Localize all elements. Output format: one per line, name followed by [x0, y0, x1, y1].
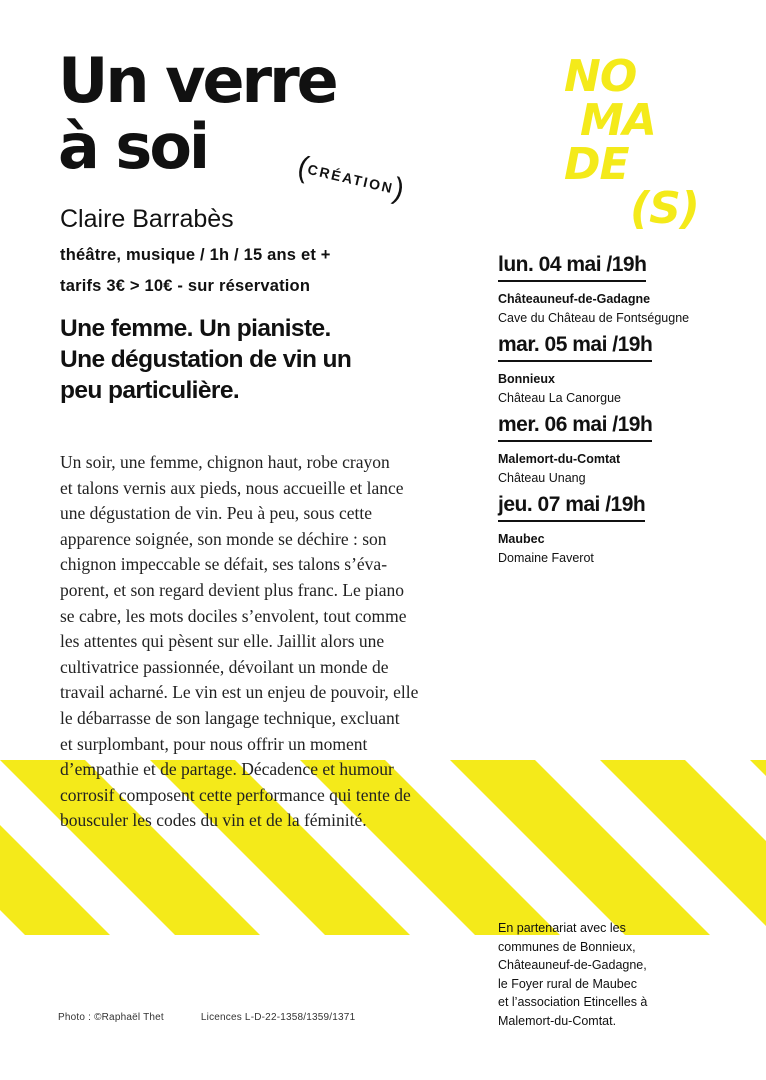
- date-entry: [498, 332, 728, 412]
- tagline-line-3: peu particulière.: [60, 377, 240, 404]
- photo-credit: Photo : ©Raphaël Thet: [58, 1012, 164, 1023]
- nomades-logo: [560, 51, 750, 234]
- show-title: [58, 44, 336, 183]
- date-heading: mar. 05 mai /19h: [498, 332, 652, 362]
- date-entry: [498, 412, 728, 492]
- date-town: Malemort-du-Comtat: [498, 452, 621, 466]
- date-venue: Château Unang: [498, 471, 586, 485]
- logo-line-3: DE: [564, 139, 629, 190]
- tagline: [60, 313, 440, 406]
- description-line: et surplombant, pour nous offrir un moment: [60, 733, 368, 754]
- date-entry: [498, 252, 728, 332]
- logo-line-1: NO: [564, 51, 637, 102]
- partner-line: et l’association Etincelles à: [498, 995, 648, 1009]
- description-line: le débarrasse de son langage technique, excluant: [60, 707, 400, 728]
- open-paren-icon: (: [294, 150, 312, 185]
- tagline-line-1: Une femme. Un pianiste.: [60, 315, 331, 342]
- description-line: une dégustation de vin. Peu à peu, sous cette: [60, 503, 373, 524]
- description-line: cultivatrice passionnée, dévoilant un monde de: [60, 656, 389, 677]
- date-venue: Château La Canorgue: [498, 391, 622, 405]
- date-heading: mer. 06 mai /19h: [498, 412, 652, 442]
- description-line: corrosif composent cette performance qui tente de: [60, 784, 411, 805]
- info-genre-duration: théâtre, musique / 1h / 15 ans et +: [60, 246, 331, 264]
- partner-line: Châteauneuf-de-Gadagne,: [498, 958, 647, 972]
- date-town: Bonnieux: [498, 372, 555, 386]
- partner-line: En partenariat avec les: [498, 921, 626, 935]
- description-line: les attentes qui pèsent sur elle. Jaillit alors une: [60, 631, 385, 652]
- description-line: porent, et son regard devient plus franc. Le piano: [60, 579, 405, 600]
- title-line-2: à soi: [58, 110, 208, 183]
- date-town: Châteauneuf-de-Gadagne: [498, 292, 651, 306]
- description-line: apparence soignée, son monde se déchire : son: [60, 528, 387, 549]
- description-line: d’empathie et de partage. Décadence et humour: [60, 759, 394, 780]
- footer-credits: [58, 1012, 355, 1023]
- partner-line: Malemort-du-Comtat.: [498, 1013, 617, 1028]
- date-venue: Cave du Château de Fontségugne: [498, 311, 690, 325]
- logo-line-2: MA: [580, 95, 656, 146]
- info-pricing: tarifs 3€ > 10€ - sur réservation: [60, 277, 311, 295]
- date-town: Maubec: [498, 532, 545, 546]
- logo-line-4: (S): [630, 183, 699, 234]
- licence-numbers: Licences L-D-22-1358/1359/1371: [200, 1012, 356, 1023]
- date-entry: [498, 492, 728, 572]
- description-line: et talons vernis aux pieds, nous accueille et lance: [60, 477, 404, 498]
- author-name: Claire Barrabès: [60, 205, 234, 233]
- close-paren-icon: ): [390, 172, 408, 207]
- description-line: Un soir, une femme, chignon haut, robe crayon: [60, 452, 390, 472]
- date-heading: jeu. 07 mai /19h: [498, 492, 645, 522]
- description: [60, 450, 485, 834]
- creation-label: CRÉATION: [306, 161, 396, 197]
- tagline-line-2: Une dégustation de vin un: [60, 346, 352, 373]
- description-line: se cabre, les mots dociles s’envolent, tout comme: [60, 605, 407, 626]
- partner-line: communes de Bonnieux,: [498, 939, 636, 954]
- title-line-1: Un verre: [58, 44, 336, 117]
- partner-line: le Foyer rural de Maubec: [498, 976, 637, 991]
- performance-dates: [498, 252, 728, 572]
- date-venue: Domaine Faverot: [498, 551, 594, 565]
- description-line: travail acharné. Le vin est un enjeu de pouvoir, elle: [60, 682, 419, 703]
- description-line: bousculer les codes du vin et de la féminité.: [60, 810, 367, 831]
- partnership-note: [498, 919, 698, 1030]
- date-heading: lun. 04 mai /19h: [498, 252, 646, 282]
- description-line: chignon impeccable se défait, ses talons s’éva-: [60, 554, 388, 575]
